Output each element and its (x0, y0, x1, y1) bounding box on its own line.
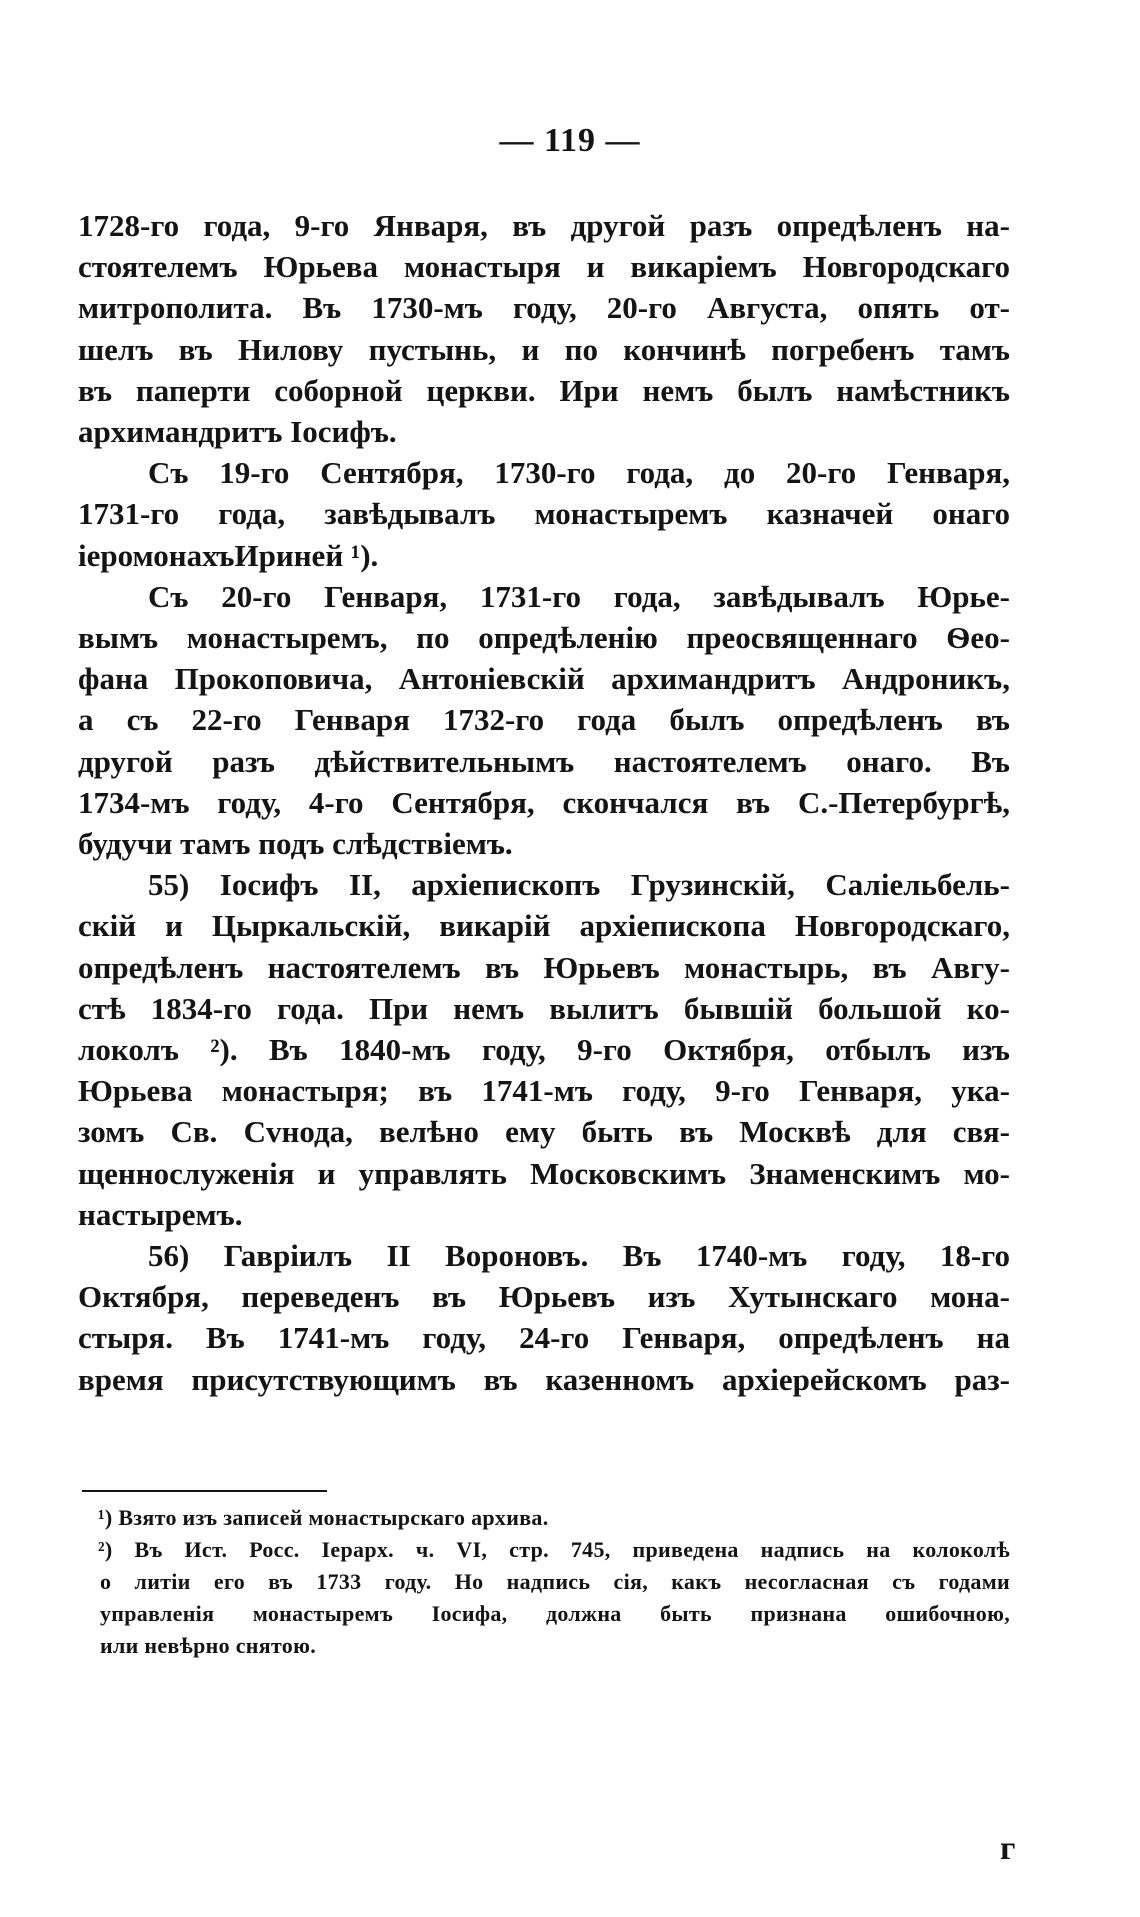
text-line: іеромонахъИриней ¹). (78, 537, 379, 573)
text-line: время присутствующимъ въ казенномъ архіерейскомъ раз- (78, 1361, 1010, 1397)
text-line: 56) Гавріилъ II Вороновъ. Въ 1740-мъ году, 18-го (148, 1238, 1010, 1274)
page-number-header: — 119 — (499, 122, 641, 159)
footnote-line: ²) Въ Ист. Росс. Іерарх. ч. VI, стр. 745, приведена надпись на колоколѣ (98, 1537, 1010, 1562)
text-line: щеннослуженія и управлять Московскимъ Знаменскимъ мо- (78, 1155, 1010, 1191)
text-line: вымъ монастыремъ, по опредѣленію преосвященнаго Ѳео- (78, 620, 1010, 656)
text-line: Съ 20-го Генваря, 1731-го года, завѣдывалъ Юрье- (148, 578, 1010, 614)
text-line: Октября, переведенъ въ Юрьевъ изъ Хутынскаго мона- (78, 1279, 1010, 1315)
main-text (78, 205, 1010, 1400)
corner-mark: г (1000, 1830, 1016, 1867)
text-line: опредѣленъ настоятелемъ въ Юрьевъ монастырь, въ Авгу- (78, 949, 1010, 985)
text-line: стѣ 1834-го года. При немъ вылитъ бывшій большой ко- (78, 990, 1010, 1026)
text-line: архимандритъ Іосифъ. (78, 414, 397, 450)
text-line: 1728-го года, 9-го Января, въ другой разъ опредѣленъ на- (78, 208, 1010, 243)
footnotes (98, 1502, 1010, 1662)
text-line: стоятелемъ Юрьева монастыря и викаріемъ Новгородскаго (78, 249, 1010, 285)
text-line: Юрьева монастыря; въ 1741-мъ году, 9-го Генваря, ука- (78, 1073, 1010, 1109)
text-line: митрополита. Въ 1730-мъ году, 20-го Августа, опять от- (78, 290, 1010, 326)
footnote-line: или невѣрно снятою. (100, 1633, 316, 1658)
text-line: настыремъ. (78, 1196, 243, 1232)
text-line: а съ 22-го Генваря 1732-го года былъ опредѣленъ въ (78, 702, 1010, 738)
footnote-line: ¹) Взято изъ записей монастырскаго архива. (98, 1505, 549, 1530)
text-line: въ паперти соборной церкви. Ири немъ былъ намѣстникъ (78, 372, 1010, 408)
footnote-line: управленія монастыремъ Іосифа, должна быть признана ошибочною, (100, 1601, 1010, 1626)
footnote-separator (82, 1490, 327, 1492)
text-line: 55) Іосифъ II, архіепископъ Грузинскій, Саліельбель- (148, 867, 1010, 903)
text-line: будучи тамъ подъ слѣдствіемъ. (78, 826, 513, 862)
footnote-line: о литіи его въ 1733 году. Но надпись сія, какъ несогласная съ годами (100, 1569, 1010, 1594)
text-line: 1734-мъ году, 4-го Сентября, скончался въ С.-Петербургѣ, (78, 784, 1010, 820)
text-line: другой разъ дѣйствительнымъ настоятелемъ онаго. Въ (78, 743, 1010, 779)
text-line: стыря. Въ 1741-мъ году, 24-го Генваря, опредѣленъ на (78, 1320, 1010, 1356)
text-line: фана Прокоповича, Антоніевскій архимандритъ Андроникъ, (78, 661, 1010, 697)
text-line: скій и Цыркальскій, викарій архіепископа Новгородскаго, (78, 908, 1010, 944)
text-line: Съ 19-го Сентября, 1730-го года, до 20-го Генваря, (148, 455, 1010, 491)
text-line: локолъ ²). Въ 1840-мъ году, 9-го Октября, отбылъ изъ (78, 1032, 1010, 1068)
text-line: зомъ Св. Сvнода, велѣно ему быть въ Москвѣ для свя- (78, 1114, 1010, 1150)
text-line: 1731-го года, завѣдывалъ монастыремъ казначей онаго (78, 496, 1010, 532)
text-line: шелъ въ Нилову пустынь, и по кончинѣ погребенъ тамъ (78, 331, 1010, 367)
